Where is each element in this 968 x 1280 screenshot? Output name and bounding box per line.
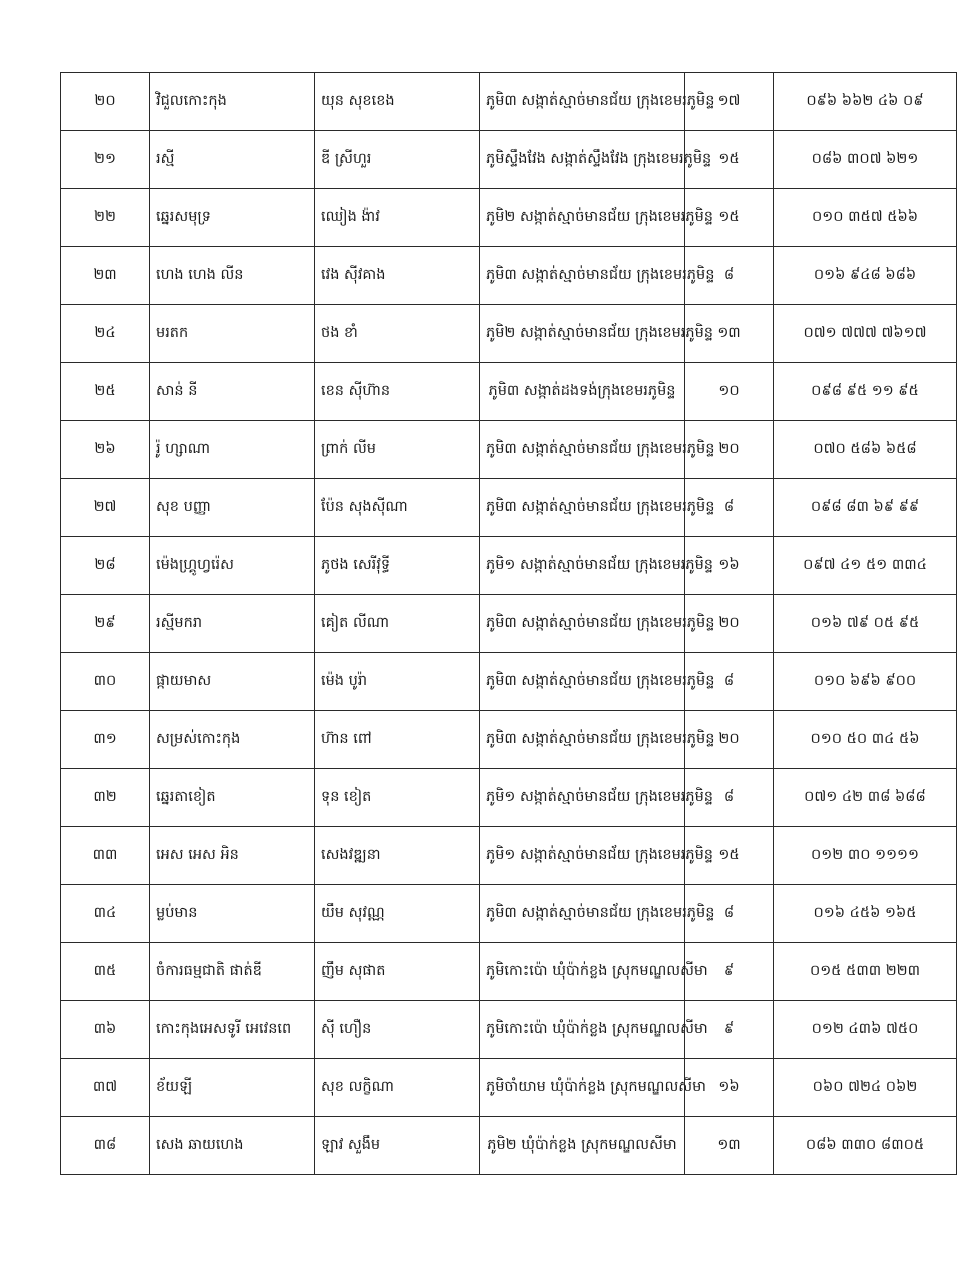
address-cell: ភូមិ៣ សង្កាត់ស្មាច់មានជ័យ ក្រុងខេមរភូមិន្ទ xyxy=(480,711,685,769)
room-count-cell: ៨ xyxy=(685,885,774,943)
table-row xyxy=(61,943,957,1001)
address-cell: ភូមិ៣ សង្កាត់ស្មាច់មានជ័យ ក្រុងខេមរភូមិន្ទ xyxy=(480,479,685,537)
phone-number-cell: ០៩៦ ៦៦២ ៤៦ ០៩ xyxy=(774,73,957,131)
table-row xyxy=(61,363,957,421)
guesthouse-name-cell: ចំការធម្មជាតិ ផាត់ឌី xyxy=(150,943,315,1001)
table-row xyxy=(61,131,957,189)
row-number-cell: ២៥ xyxy=(61,363,150,421)
owner-name-cell: យឹម សុវណ្ណ xyxy=(315,885,480,943)
row-number-cell: ៣៨ xyxy=(61,1117,150,1175)
address-cell: ភូមិចាំយាម ឃុំប៉ាក់ខ្លង ស្រុកមណ្ឌលសីមា xyxy=(480,1059,685,1117)
guesthouse-name-cell: ម៉េងហ្គ្រូហ្វរ៉េស xyxy=(150,537,315,595)
table-row xyxy=(61,421,957,479)
phone-number-cell: ០៧១ ៤២ ៣៨ ៦៨៨ xyxy=(774,769,957,827)
owner-name-cell: ស៊ី ហឿន xyxy=(315,1001,480,1059)
guesthouse-name-cell: រស្មីមករា xyxy=(150,595,315,653)
table-row xyxy=(61,711,957,769)
owner-name-cell: វេង ស៊ីវគាង xyxy=(315,247,480,305)
table-row xyxy=(61,537,957,595)
table-row xyxy=(61,595,957,653)
address-cell: ភូមិ៣ សង្កាត់ស្មាច់មានជ័យ ក្រុងខេមរភូមិន្ទ xyxy=(480,247,685,305)
room-count-cell: ២០ xyxy=(685,711,774,769)
owner-name-cell: សុខ លក្ខិណា xyxy=(315,1059,480,1117)
phone-number-cell: ០១០ ៣៥៧ ៥៦៦ xyxy=(774,189,957,247)
row-number-cell: ២២ xyxy=(61,189,150,247)
room-count-cell: ៨ xyxy=(685,247,774,305)
table-body xyxy=(61,73,957,1175)
row-number-cell: ៣២ xyxy=(61,769,150,827)
row-number-cell: ៣០ xyxy=(61,653,150,711)
guesthouse-name-cell: ម្លប់មាន xyxy=(150,885,315,943)
owner-name-cell: ប៉ែន សុងស៊ីណា xyxy=(315,479,480,537)
owner-name-cell: ថង ខាំ xyxy=(315,305,480,363)
guesthouse-name-cell: ឆ្នេរតាខៀត xyxy=(150,769,315,827)
phone-number-cell: ០១៦ ៧៩ ០៥ ៩៥ xyxy=(774,595,957,653)
row-number-cell: ២១ xyxy=(61,131,150,189)
guesthouse-name-cell: ខ័យឡី xyxy=(150,1059,315,1117)
phone-number-cell: ០៦០ ៧២៤ ០៦២ xyxy=(774,1059,957,1117)
room-count-cell: ១៥ xyxy=(685,131,774,189)
table-row xyxy=(61,653,957,711)
phone-number-cell: ០៩៨ ៩៥ ១១ ៩៥ xyxy=(774,363,957,421)
row-number-cell: ៣៣ xyxy=(61,827,150,885)
phone-number-cell: ០១៦ ៤៥៦ ១៦៥ xyxy=(774,885,957,943)
table-row xyxy=(61,1059,957,1117)
guesthouse-name-cell: ហេង ហេង លីន xyxy=(150,247,315,305)
owner-name-cell: ភូថង សេរីវុទ្ធី xyxy=(315,537,480,595)
guesthouse-name-cell: កោះកុងអេសទូរី អេវេនពេ xyxy=(150,1001,315,1059)
row-number-cell: ២៧ xyxy=(61,479,150,537)
table-row xyxy=(61,885,957,943)
owner-name-cell: ញឹម សុផាត xyxy=(315,943,480,1001)
guesthouse-name-cell: សុខ បញ្ញា xyxy=(150,479,315,537)
row-number-cell: ២៤ xyxy=(61,305,150,363)
room-count-cell: ៨ xyxy=(685,653,774,711)
phone-number-cell: ០៨៦ ៣៣០ ៨៣០៥ xyxy=(774,1117,957,1175)
guesthouse-name-cell: អេស អេស អិន xyxy=(150,827,315,885)
guesthouse-table xyxy=(60,72,957,1175)
phone-number-cell: ០៩៧ ៤១ ៥១ ៣៣៤ xyxy=(774,537,957,595)
guesthouse-name-cell: ឆ្នេរសមុទ្រ xyxy=(150,189,315,247)
phone-number-cell: ០១០ ៦៩៦ ៩០០ xyxy=(774,653,957,711)
owner-name-cell: ហ៊ាន ពៅ xyxy=(315,711,480,769)
table-row xyxy=(61,73,957,131)
address-cell: ភូមិ៣ សង្កាត់ស្មាច់មានជ័យ ក្រុងខេមរភូមិន្ទ xyxy=(480,421,685,479)
owner-name-cell: ទុន ខៀត xyxy=(315,769,480,827)
address-cell: ភូមិ៣ សង្កាត់ស្មាច់មានជ័យ ក្រុងខេមរភូមិន្ទ xyxy=(480,885,685,943)
address-cell: ភូមិ២ សង្កាត់ស្មាច់មានជ័យ ក្រុងខេមរភូមិន្ទ xyxy=(480,305,685,363)
owner-name-cell: ម៉េង បូរ៉ា xyxy=(315,653,480,711)
address-cell: ភូមិ៣ សង្កាត់ដងទង់ក្រុងខេមរភូមិន្ទ xyxy=(480,363,685,421)
room-count-cell: ១៦ xyxy=(685,1059,774,1117)
owner-name-cell: ឡាវ សួងឹម xyxy=(315,1117,480,1175)
table-row xyxy=(61,479,957,537)
phone-number-cell: ០១៦ ៩៤៨ ៦៨៦ xyxy=(774,247,957,305)
phone-number-cell: ០១៥ ៥៣៣ ២២៣ xyxy=(774,943,957,1001)
row-number-cell: ៣៧ xyxy=(61,1059,150,1117)
row-number-cell: ២៦ xyxy=(61,421,150,479)
room-count-cell: ១៣ xyxy=(685,1117,774,1175)
table-row xyxy=(61,1001,957,1059)
owner-name-cell: ព្រាក់ លីម xyxy=(315,421,480,479)
guesthouse-name-cell: ផ្កាយមាស xyxy=(150,653,315,711)
row-number-cell: ៣៥ xyxy=(61,943,150,1001)
phone-number-cell: ០៧១ ៧៧៧ ៧៦១៧ xyxy=(774,305,957,363)
room-count-cell: ៩ xyxy=(685,943,774,1001)
room-count-cell: ១០ xyxy=(685,363,774,421)
guesthouse-name-cell: វិជួលកោះកុង xyxy=(150,73,315,131)
guesthouse-name-cell: មរតក xyxy=(150,305,315,363)
address-cell: ភូមិ២ ឃុំប៉ាក់ខ្លង ស្រុកមណ្ឌលសីមា xyxy=(480,1117,685,1175)
owner-name-cell: ខេន ស៊ីហ៊ាន xyxy=(315,363,480,421)
row-number-cell: ២០ xyxy=(61,73,150,131)
owner-name-cell: ឌី ស្រីហួរ xyxy=(315,131,480,189)
table-row xyxy=(61,1117,957,1175)
guesthouse-name-cell: រ៉ូ ហ្សាណា xyxy=(150,421,315,479)
table-row xyxy=(61,189,957,247)
address-cell: ភូមិកោះប៉ោ ឃុំប៉ាក់ខ្លង ស្រុកមណ្ឌលសីមា xyxy=(480,1001,685,1059)
room-count-cell: ១៦ xyxy=(685,537,774,595)
room-count-cell: ២០ xyxy=(685,421,774,479)
address-cell: ភូមិ២ សង្កាត់ស្មាច់មានជ័យ ក្រុងខេមរភូមិន្ទ xyxy=(480,189,685,247)
address-cell: ភូមិ១ សង្កាត់ស្មាច់មានជ័យ ក្រុងខេមរភូមិន្ទ xyxy=(480,537,685,595)
row-number-cell: ២៨ xyxy=(61,537,150,595)
owner-name-cell: គៀត លីណា xyxy=(315,595,480,653)
room-count-cell: ៩ xyxy=(685,1001,774,1059)
guesthouse-name-cell: រស្មី xyxy=(150,131,315,189)
address-cell: ភូមិ៣ សង្កាត់ស្មាច់មានជ័យ ក្រុងខេមរភូមិន្ទ xyxy=(480,595,685,653)
room-count-cell: ១៥ xyxy=(685,827,774,885)
address-cell: ភូមិ១ សង្កាត់ស្មាច់មានជ័យ ក្រុងខេមរភូមិន្ទ xyxy=(480,769,685,827)
room-count-cell: ១៣ xyxy=(685,305,774,363)
room-count-cell: ៨ xyxy=(685,769,774,827)
phone-number-cell: ០១២ ៤៣៦ ៧៥០ xyxy=(774,1001,957,1059)
table-row xyxy=(61,305,957,363)
address-cell: ភូមិកោះប៉ោ ឃុំប៉ាក់ខ្លង ស្រុកមណ្ឌលសីមា xyxy=(480,943,685,1001)
owner-name-cell: យុន សុខខេង xyxy=(315,73,480,131)
guesthouse-name-cell: សេង ឆាយហេង xyxy=(150,1117,315,1175)
row-number-cell: ២៩ xyxy=(61,595,150,653)
guesthouse-name-cell: សម្រស់កោះកុង xyxy=(150,711,315,769)
room-count-cell: ២០ xyxy=(685,595,774,653)
phone-number-cell: ០១០ ៥០ ៣៤ ៥៦ xyxy=(774,711,957,769)
table-row xyxy=(61,769,957,827)
guesthouse-name-cell: សាន់ នី xyxy=(150,363,315,421)
phone-number-cell: ០៨៦ ៣០៧ ៦២១ xyxy=(774,131,957,189)
phone-number-cell: ០១២ ៣០ ១១១១ xyxy=(774,827,957,885)
phone-number-cell: ០៧០ ៥៨៦ ៦៥៨ xyxy=(774,421,957,479)
phone-number-cell: ០៩៨ ៨៣ ៦៩ ៩៩ xyxy=(774,479,957,537)
address-cell: ភូមិ៣ សង្កាត់ស្មាច់មានជ័យ ក្រុងខេមរភូមិន្ទ xyxy=(480,73,685,131)
address-cell: ភូមិ៣ សង្កាត់ស្មាច់មានជ័យ ក្រុងខេមរភូមិន្ទ xyxy=(480,653,685,711)
row-number-cell: ២៣ xyxy=(61,247,150,305)
owner-name-cell: សេងវឌ្ឍនា xyxy=(315,827,480,885)
row-number-cell: ៣៤ xyxy=(61,885,150,943)
owner-name-cell: ឈៀង ង៉ាវ xyxy=(315,189,480,247)
room-count-cell: ១៥ xyxy=(685,189,774,247)
room-count-cell: ១៧ xyxy=(685,73,774,131)
address-cell: ភូមិស្ទឹងវែង សង្កាត់ស្ទឹងវែង ក្រុងខេមរភូមិន្ទ xyxy=(480,131,685,189)
table-row xyxy=(61,827,957,885)
room-count-cell: ៨ xyxy=(685,479,774,537)
row-number-cell: ៣៦ xyxy=(61,1001,150,1059)
table-row xyxy=(61,247,957,305)
row-number-cell: ៣១ xyxy=(61,711,150,769)
address-cell: ភូមិ១ សង្កាត់ស្មាច់មានជ័យ ក្រុងខេមរភូមិន្ទ xyxy=(480,827,685,885)
